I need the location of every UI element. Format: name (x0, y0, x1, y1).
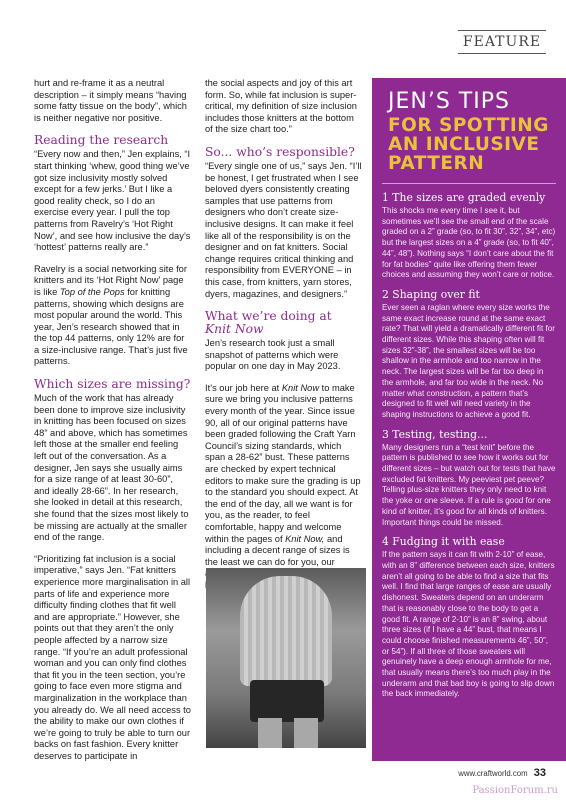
tip-body: This shocks me every time I see it, but sometimes we’ll see the small end of the scale graded on a 2” grade (so, to fit 30”, 32”, 34”, etc) but the largest sizes on a 4” grade (so, to fit 40”, 44”, 48”). Nothing says “I don’t care about the fit for fat bodies” quite like offering them fewer choices and assuming they won’t care or notice. (382, 206, 556, 280)
tip-1 (382, 192, 556, 281)
website-url: www.craftworld.com (458, 769, 528, 778)
subheading-which-sizes: Which sizes are missing? (34, 377, 191, 392)
paragraph: the social aspects and joy of this art form. So, while fat inclusion is super-critical, my definition of size inclusion includes those knitters at the bottom of the size chart too.” (205, 78, 357, 135)
section-label: FEATURE (458, 30, 546, 54)
paragraph: “Every single one of us,” says Jen. “I’ll be honest, I get frustrated when I see beloved dyers consistently creating samples that use patterns from designers who don’t create size-inclusive designs. It can make it feel like all of the responsibility is on the designer and on fat knitters. Social change requires critical thinking and responsibility from EVERYONE – in this case, from knitters, yarn stores, dyers, magazines, and designers.” (205, 160, 362, 299)
paragraph: “Prioritizing fat inclusion is a social imperative,” says Jen. “Fat knitters experience more marginalisation in all parts of life and experience more difficulty finding clothes that fit well and are appropriate.” However, she points out that they aren’t the only people affected by a narrow size range. “If you’re an adult professional woman and you can only find clothes that fit you in the teen section, you’re going to face even more stigma and marginalization in the workplace than you already do. We all need access to the ability to make our own clothes if we’re going to truly be able to turn our backs on fast fashion. Every knitter deserves to participate in (34, 553, 191, 761)
divider (382, 183, 556, 184)
sweater-shape (240, 576, 332, 686)
tip-body: Many designers run a “test knit” before the pattern is published to see how it works out for different sizes – but watch out for tests that have excluded fat knitters. My peeviest pet peeve? Telling plus-size knitters they only need to knit the yoke or one sleeve. If a rule is good for one kind of knitter, it’s good for all kinds of knitters. Important things could be missed. (382, 442, 556, 527)
photo-knitted-sweater (206, 568, 366, 748)
sidebar-title: JEN’S TIPS (388, 89, 510, 114)
sidebar-subtitle: FOR SPOTTING AN INCLUSIVE PATTERN (388, 115, 549, 174)
page-number: 33 (533, 767, 546, 779)
article-column-2 (205, 78, 362, 602)
page-footer (458, 767, 546, 779)
subheading-responsible: So... who’s responsible? (205, 144, 355, 159)
shorts-shape (250, 680, 324, 722)
tip-body: Ever seen a raglan where every size works the same exact increase round at the same exact rate? That will yield a dramatically different fit for different sizes. While this shaping often will fit sizes 32”-38”, the smallest sizes will be too shallow in the armhole and too narrow in the neck. The largest sizes will be far too deep in the armhole, and far too wide in the neck. No matter what construction, a pattern that’s designed to fit well will need variety in the shaping instructions to achieve a good fit. (382, 302, 555, 419)
tip-heading: 1 The sizes are graded evenly (382, 191, 546, 204)
article-column-1 (34, 78, 191, 772)
paragraph: Jen’s research took just a small snapshot of patterns which were popular on one day in May 2023. (205, 338, 341, 372)
paragraph: hurt and re-frame it as a neutral description – it simply means “having some fatty tissue on the body”, which is neither negative nor positive. (34, 78, 187, 123)
leg-shape (258, 718, 282, 748)
tip-3 (382, 429, 556, 529)
tips-sidebar (372, 78, 566, 761)
leg-shape (294, 718, 318, 748)
paragraph: Much of the work that has already been done to improve size inclusivity in knitting has been focused on sizes 48” and above, which has sometimes left those at the smaller end feeling left out of the conversation. As a designer, Jen says she usually aims for a size range of at least 30-60”, and ideally 28-66”. In her research, she looked in detail at this research, she found that the sizes most likely to be missing are actually at the smaller end of the range. (34, 393, 189, 543)
tip-2 (382, 289, 556, 421)
watermark: PassionForum.ru (472, 785, 558, 796)
tip-heading: 2 Shaping over fit (382, 287, 480, 301)
tip-heading: 3 Testing, testing... (382, 427, 488, 441)
paragraph: Ravelry is a social networking site for knitters and its ‘Hot Right Now’ page is like Top of the Pops for knitting patterns, showing which designs are most popular around the world. This year, Jen’s research showed that in the top 44 patterns, only 12% are for a size-inclusive range. That’s just five patterns. (34, 263, 188, 367)
tip-4 (382, 536, 556, 700)
paragraph: It’s our job here at Knit Now to make sure we bring you inclusive patterns every month of the year. Since issue 90, all of our original patterns have been graded following the Craft Yarn Council’s sizing standards, which span a 28-62” bust. These patterns are checked by expert technical editors to make sure the grading is up to the standard you should expect. At the end of the day, all we want is for you, as the reader, to feel comfortable, happy and welcome within the pages of Knit Now, and including a decent range of sizes is the least we can do for you, our (205, 382, 361, 567)
tip-body: If the pattern says it can fit with 2-10” of ease, with an 8” difference between each size, knitters aren’t all going to be able to find a size that fits well. I find that large ranges of ease are usually dishonest. Sweaters depend on an underarm that is reasonably close to the body to get a good fit. A range of 2-10” is an 8” swing, about three sizes (if I have a 44” bust, that means I could choose finished measurements 46”, 50”, or 54”). If all three of those sweaters will genuinely have a deep enough armhole for me, that usually means there’s too much play in the underarm and that bad boy is going to slip down the back immediately. (382, 550, 555, 699)
subheading-reading-research: Reading the research (34, 133, 169, 148)
emphasis: Top of the Pops (59, 286, 125, 297)
subheading-what-were-doing: What we’re doing at Knit Now (205, 309, 332, 337)
tip-heading: 4 Fudging it with ease (382, 535, 505, 549)
paragraph: “Every now and then,” Jen explains, “I start thinking ‘whew, good thing we’ve got size inclusivity mostly solved except for a few jerks.’ But I like a good reality check, so I do an exercise every year. I pull the top patterns from Ravelry’s ‘Hot Right Now’, and see how inclusive the day’s ‘hottest’ patterns really are.” (34, 149, 191, 253)
